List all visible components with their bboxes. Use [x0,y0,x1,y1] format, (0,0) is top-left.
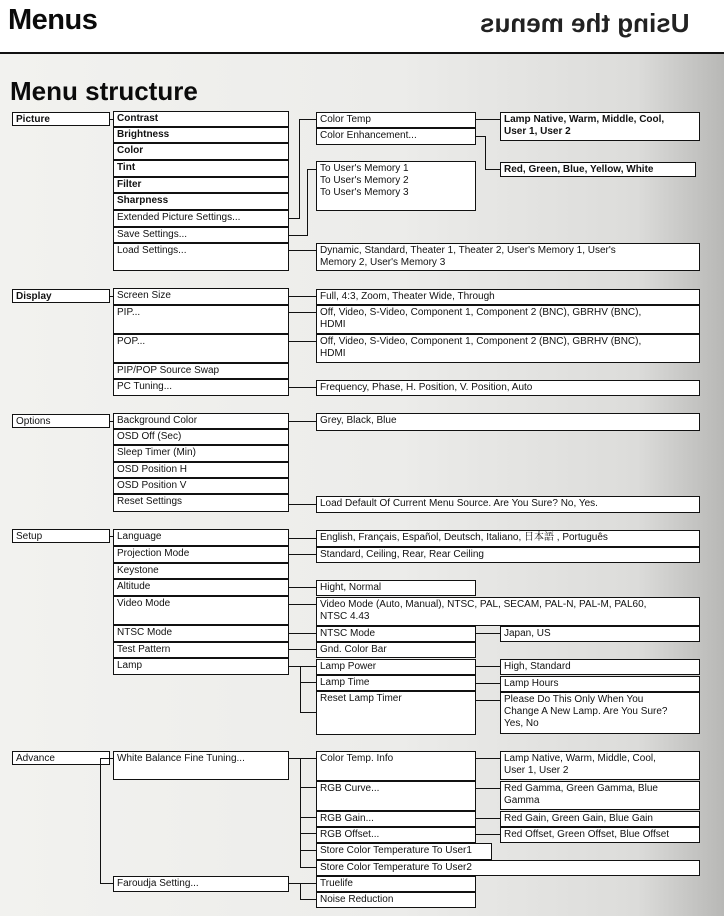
menu-options[interactable]: Options [12,414,110,428]
display-pc-tuning[interactable]: PC Tuning... [113,379,289,396]
menu-picture[interactable]: Picture [12,112,110,126]
ntsc-mode-options: Japan, US [500,626,700,642]
display-pip-pop-swap[interactable]: PIP/POP Source Swap [113,363,289,379]
lamp-time-options: Lamp Hours [500,676,700,692]
color-temp-info-options: Lamp Native, Warm, Middle, Cool, User 1, User 2 [500,751,700,780]
language-options: English, Français, Español, Deutsch, Italiano, 日本語 , Português [316,530,700,547]
projection-mode-options: Standard, Ceiling, Rear, Rear Ceiling [316,547,700,563]
picture-extended-settings[interactable]: Extended Picture Settings... [113,210,289,227]
rgb-offset-options: Red Offset, Green Offset, Blue Offset [500,827,700,843]
page-title: Menus [8,4,98,36]
rgb-curve-options: Red Gamma, Green Gamma, Blue Gamma [500,781,700,810]
wb-rgb-offset[interactable]: RGB Offset... [316,827,476,843]
picture-save-settings[interactable]: Save Settings... [113,227,289,243]
pc-tuning-options: Frequency, Phase, H. Position, V. Position, Auto [316,380,700,396]
picture-brightness[interactable]: Brightness [113,127,289,143]
menu-display[interactable]: Display [12,289,110,303]
options-background-color[interactable]: Background Color [113,413,289,429]
extended-color-enhancement[interactable]: Color Enhancement... [316,128,476,145]
options-reset-settings[interactable]: Reset Settings [113,494,289,512]
setup-ntsc-mode[interactable]: NTSC Mode [113,625,289,642]
chapter-heading: Using the menus [480,8,690,38]
lamp-power[interactable]: Lamp Power [316,659,476,675]
setup-altitude[interactable]: Altitude [113,579,289,596]
background-color-options: Grey, Black, Blue [316,413,700,431]
wb-rgb-curve[interactable]: RGB Curve... [316,781,476,811]
picture-color[interactable]: Color [113,143,289,160]
setup-test-pattern[interactable]: Test Pattern [113,642,289,658]
setup-video-mode[interactable]: Video Mode [113,596,289,625]
video-mode-options: Video Mode (Auto, Manual), NTSC, PAL, SECAM, PAL-N, PAL-M, PAL60, NTSC 4.43 [316,597,700,626]
advance-white-balance[interactable]: White Balance Fine Tuning... [113,751,289,780]
pop-options: Off, Video, S-Video, Component 1, Component 2 (BNC), GBRHV (BNC), HDMI [316,334,700,363]
options-osd-position-v[interactable]: OSD Position V [113,478,289,494]
setup-keystone[interactable]: Keystone [113,563,289,579]
pip-options: Off, Video, S-Video, Component 1, Component 2 (BNC), GBRHV (BNC), HDMI [316,305,700,334]
advance-faroudja-setting[interactable]: Faroudja Setting... [113,876,289,892]
test-pattern-options: Gnd. Color Bar [316,642,476,658]
picture-contrast[interactable]: Contrast [113,111,289,127]
display-pop[interactable]: POP... [113,334,289,363]
reset-lamp-timer[interactable]: Reset Lamp Timer [316,691,476,735]
wb-rgb-gain[interactable]: RGB Gain... [316,811,476,827]
lamp-power-options: High, Standard [500,659,700,675]
display-pip[interactable]: PIP... [113,305,289,334]
section-title: Menu structure [10,76,198,106]
faroudja-truelife[interactable]: Truelife [316,876,476,892]
menu-advance[interactable]: Advance [12,751,110,765]
picture-load-settings[interactable]: Load Settings... [113,243,289,271]
wb-store-user1[interactable]: Store Color Temperature To User1 [316,843,492,860]
altitude-options: Hight, Normal [316,580,476,596]
screen-size-options: Full, 4:3, Zoom, Theater Wide, Through [316,289,700,305]
setup-projection-mode[interactable]: Projection Mode [113,546,289,563]
options-sleep-timer[interactable]: Sleep Timer (Min) [113,445,289,462]
color-enhancement-options: Red, Green, Blue, Yellow, White [500,162,696,177]
load-settings-options: Dynamic, Standard, Theater 1, Theater 2, User's Memory 1, User's Memory 2, User's Memory 3 [316,243,700,271]
picture-tint[interactable]: Tint [113,160,289,177]
wb-color-temp-info[interactable]: Color Temp. Info [316,751,476,781]
faroudja-noise-reduction[interactable]: Noise Reduction [316,892,476,908]
reset-lamp-timer-options: Please Do This Only When You Change A New Lamp. Are You Sure? Yes, No [500,692,700,734]
setup-lamp[interactable]: Lamp [113,658,289,675]
reset-settings-options: Load Default Of Current Menu Source. Are You Sure? No, Yes. [316,496,700,513]
display-screen-size[interactable]: Screen Size [113,288,289,305]
ntsc-mode-submenu[interactable]: NTSC Mode [316,626,476,642]
picture-sharpness[interactable]: Sharpness [113,193,289,210]
options-osd-position-h[interactable]: OSD Position H [113,462,289,478]
picture-filter[interactable]: Filter [113,177,289,193]
rgb-gain-options: Red Gain, Green Gain, Blue Gain [500,811,700,827]
setup-language[interactable]: Language [113,529,289,546]
options-osd-off[interactable]: OSD Off (Sec) [113,429,289,445]
wb-store-user2[interactable]: Store Color Temperature To User2 [316,860,700,876]
color-temp-options: Lamp Native, Warm, Middle, Cool, User 1, User 2 [500,112,700,141]
menu-setup[interactable]: Setup [12,529,110,543]
extended-color-temp[interactable]: Color Temp [316,112,476,128]
save-settings-options: To User's Memory 1 To User's Memory 2 To User's Memory 3 [316,161,476,211]
lamp-time[interactable]: Lamp Time [316,675,476,691]
